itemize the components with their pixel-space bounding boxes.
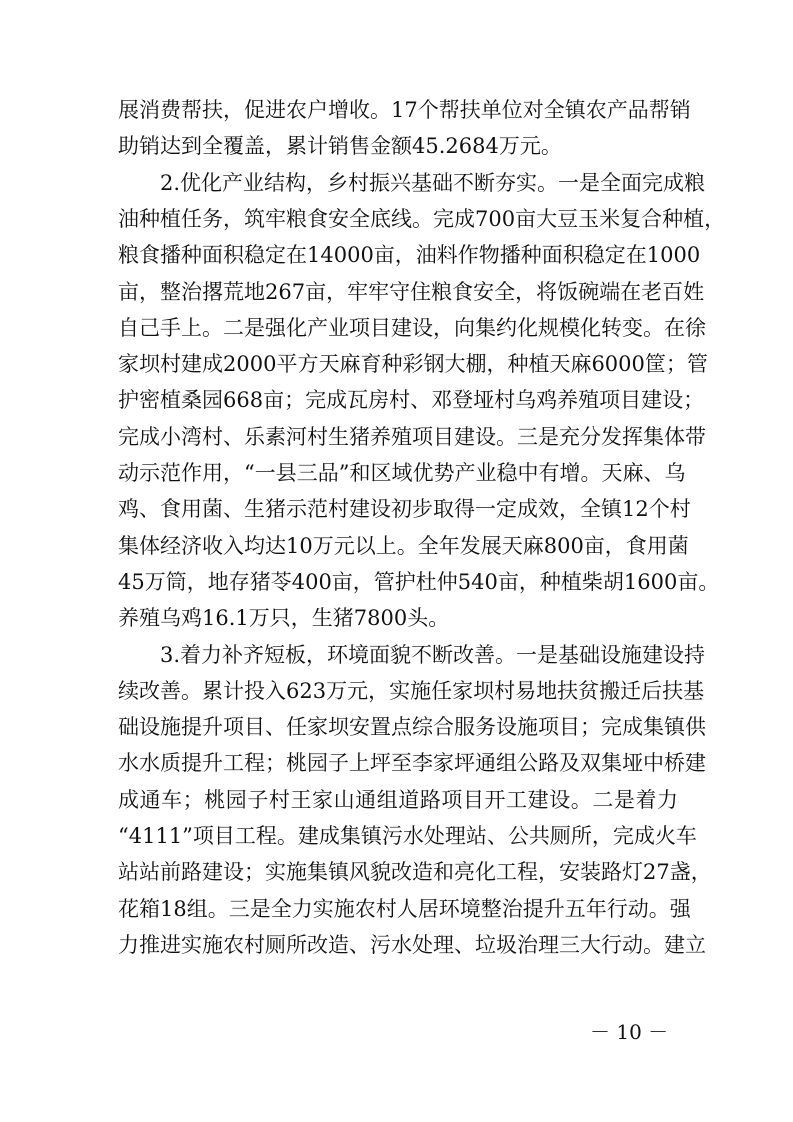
paragraph-3-line-8: 花箱18组。三是全力实施农村人居环境整治提升五年行动。强 xyxy=(118,897,691,921)
paragraph-2-line-3: 粮食播种面积稳定在14000亩，油料作物播种面积稳定在1000 xyxy=(118,243,701,267)
paragraph-2-line-4: 亩，整治撂荒地267亩，牢牢守住粮食安全，将饭碗端在老百姓 xyxy=(118,280,705,304)
paragraph-3-line-2: 续改善。累计投入623万元，实施任家坝村易地扶贫搬迁后扶基 xyxy=(118,679,705,703)
paragraph-2-line-1: 2.优化产业结构，乡村振兴基础不断夯实。一是全面完成粮 xyxy=(160,171,706,195)
paragraph-3-line-1: 3.着力补齐短板，环境面貌不断改善。一是基础设施建设持 xyxy=(160,643,706,667)
paragraph-2-line-5: 自己手上。二是强化产业项目建设，向集约化规模化转变。在徐 xyxy=(118,316,706,340)
paragraph-3-line-9: 力推进实施农村厕所改造、污水处理、垃圾治理三大行动。建立 xyxy=(118,933,706,957)
page-number: － 10 － xyxy=(590,1020,669,1044)
paragraph-1-line-1: 展消费帮扶，促进农户增收。17个帮扶单位对全镇农产品帮销 xyxy=(118,98,691,122)
paragraph-2-line-11: 集体经济收入均达10万元以上。全年发展天麻800亩，食用菌 xyxy=(118,534,689,558)
paragraph-3-line-5: 成通车；桃园子村王家山通组道路项目开工建设。二是着力 xyxy=(118,788,678,812)
paragraph-1-line-2: 助销达到全覆盖，累计销售金额45.2684万元。 xyxy=(118,134,562,158)
paragraph-2-line-9: 动示范作用，“一县三品”和区域优势产业稳中有增。天麻、乌 xyxy=(118,461,686,485)
paragraph-3-line-7: 站站前路建设；实施集镇风貌改造和亮化工程，安装路灯27盏， xyxy=(118,860,712,884)
paragraph-2-line-2: 油种植任务，筑牢粮食安全底线。完成700亩大豆玉米复合种植， xyxy=(118,207,726,231)
paragraph-3-line-3: 础设施提升项目、任家坝安置点综合服务设施项目；完成集镇供 xyxy=(118,715,706,739)
paragraph-2-line-6: 家坝村建成2000平方天麻育种彩钢大棚，种植天麻6000筐；管 xyxy=(118,352,708,376)
paragraph-2-line-10: 鸡、食用菌、生猪示范村建设初步取得一定成效，全镇12个村 xyxy=(118,497,691,521)
paragraph-2-line-7: 护密植桑园668亩；完成瓦房村、邓登垭村乌鸡养殖项目建设； xyxy=(118,388,705,412)
paragraph-2-line-8: 完成小湾村、乐素河村生猪养殖项目建设。三是充分发挥集体带 xyxy=(118,425,706,449)
paragraph-2-line-12: 45万筒，地存猪苓400亩，管护杜仲540亩，种植柴胡1600亩。 xyxy=(118,570,720,594)
paragraph-2-line-13: 养殖乌鸡16.1万只，生猪7800头。 xyxy=(118,606,450,630)
paragraph-3-line-4: 水水质提升工程；桃园子上坪至李家坪通组公路及双集垭中桥建 xyxy=(118,751,706,775)
paragraph-3-line-6: “4111”项目工程。建成集镇污水处理站、公共厕所，完成火车 xyxy=(118,824,697,848)
